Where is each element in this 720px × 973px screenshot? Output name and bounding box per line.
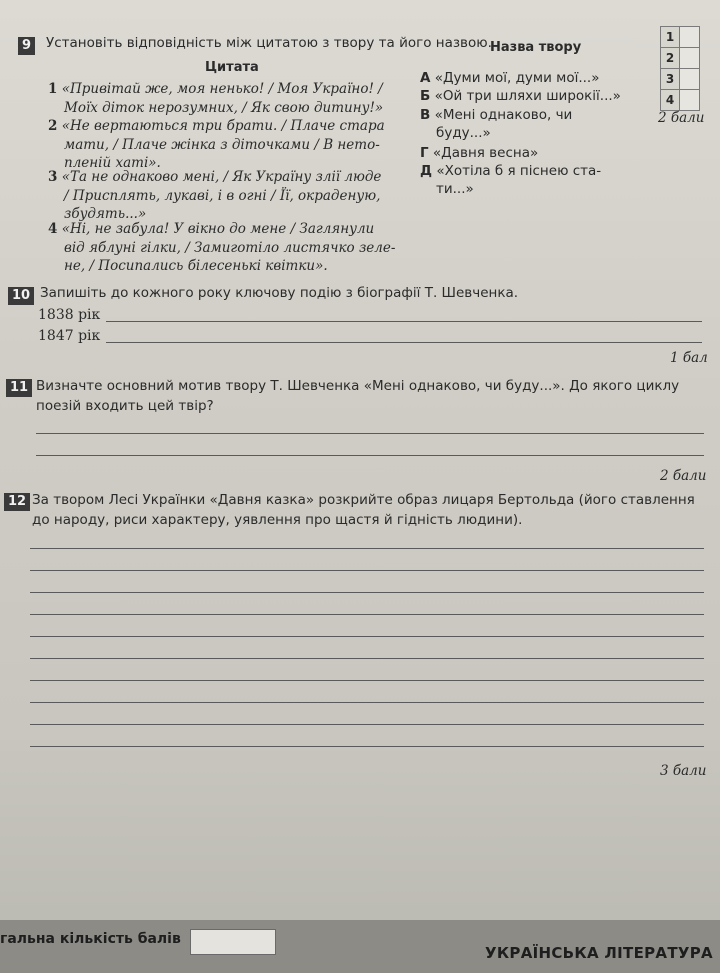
q12-number: 12	[4, 493, 30, 511]
q11-points: 2 бали	[660, 468, 707, 484]
q12-answer-line[interactable]	[30, 702, 704, 703]
answer-cell[interactable]	[660, 26, 700, 47]
q10-number: 10	[8, 287, 34, 305]
quote-line: мати, / Плаче жінка з діточками / В нето-	[64, 136, 380, 153]
q9-title-v	[420, 106, 572, 142]
title-line: «Думи мої, думи мої...»	[434, 70, 600, 86]
quote-line: пленій хаті».	[64, 155, 161, 171]
q12-answer-line[interactable]	[30, 570, 704, 571]
answer-key: 1	[661, 27, 680, 47]
quote-line: збудять...»	[64, 206, 147, 222]
q11-prompt-line: Визначте основний мотив твору Т. Шевченка «Мені однаково, чи буду...». До якого циклу	[36, 378, 680, 394]
quote-line: «Ні, не забула! У вікно до мене / Заглянули	[61, 221, 375, 237]
title-line: «Хотіла б я піснею ста-	[436, 163, 602, 179]
quote-line: / Присплять, лукаві, і в огні / Її, окраденую,	[64, 187, 381, 204]
title-line: буду...»	[436, 125, 491, 141]
q11-answer-line[interactable]	[36, 433, 704, 434]
answer-key: 4	[661, 90, 680, 110]
q12-answer-line[interactable]	[30, 548, 704, 549]
q10-prompt: Запишіть до кожного року ключову подію з біографії Т. Шевченка.	[40, 285, 519, 301]
q9-title-heading: Назва твору	[490, 40, 582, 55]
quote-number: 1	[48, 81, 58, 97]
answer-cell[interactable]	[660, 47, 700, 68]
quote-line: «Та не однаково мені, / Як Україну злії люде	[61, 169, 382, 185]
answer-cell[interactable]	[660, 89, 700, 111]
q11-prompt	[36, 376, 706, 416]
answer-key: 3	[661, 69, 680, 89]
q11-prompt-line: поезій входить цей твір?	[36, 398, 214, 414]
q12-points: 3 бали	[660, 763, 707, 779]
q9-points: 2 бали	[658, 110, 705, 126]
q10-year-1838: 1838 рік	[38, 307, 101, 323]
q9-title-b	[420, 87, 621, 105]
q11-number: 11	[6, 379, 32, 397]
q9-quote-heading: Цитата	[205, 60, 259, 75]
quote-line: «Не вертаються три брати. / Плаче стара	[61, 118, 385, 134]
q12-answer-line[interactable]	[30, 592, 704, 593]
q10-answer-line-2[interactable]	[106, 342, 702, 343]
q9-title-g	[420, 144, 538, 162]
quote-line: «Привітай же, моя ненько! / Моя Україно! /	[61, 81, 383, 97]
quote-number: 4	[48, 221, 58, 237]
q10-answer-line-1[interactable]	[106, 321, 702, 322]
q12-answer-line[interactable]	[30, 680, 704, 681]
title-letter: В	[420, 107, 431, 123]
q12-answer-line[interactable]	[30, 636, 704, 637]
title-line: «Ой три шляхи широкії...»	[434, 88, 621, 104]
q11-answer-line[interactable]	[36, 455, 704, 456]
quote-line: не, / Посипались білесенькі квітки».	[64, 258, 328, 274]
answer-cell[interactable]	[660, 68, 700, 89]
q12-answer-line[interactable]	[30, 614, 704, 615]
q12-answer-line[interactable]	[30, 658, 704, 659]
q9-quote-2	[48, 117, 408, 173]
total-score-box[interactable]	[190, 929, 276, 955]
q9-quote-3	[48, 168, 408, 224]
q12-prompt-line: За твором Лесі Українки «Давня казка» розкрийте образ лицаря Бертольда (його ставлення	[32, 492, 695, 508]
quote-line: Моїх діток нерозумних, / Як свою дитину!»	[64, 99, 384, 116]
title-letter: Б	[420, 88, 431, 104]
quote-line: від яблуні гілки, / Замиготіло листячко зеле-	[64, 239, 396, 256]
q9-title-d	[420, 162, 601, 198]
q10-year-1847: 1847 рік	[38, 328, 101, 344]
q9-number: 9	[18, 37, 35, 55]
title-line: ти...»	[436, 181, 474, 197]
quote-number: 3	[48, 169, 58, 185]
q12-answer-line[interactable]	[30, 746, 704, 747]
q9-prompt: Установіть відповідність між цитатою з твору та його назвою.	[46, 35, 492, 51]
q12-answer-line[interactable]	[30, 724, 704, 725]
title-letter: Д	[420, 163, 433, 179]
q10-points: 1 бал	[670, 350, 708, 366]
title-letter: Г	[420, 145, 429, 161]
total-score-label: гальна кількість балів	[0, 931, 181, 947]
q12-prompt	[32, 490, 712, 530]
q12-prompt-line: до народу, риси характеру, уявлення про щастя й гідність людини).	[32, 512, 523, 528]
q9-answer-grid	[660, 26, 700, 111]
answer-key: 2	[661, 48, 680, 68]
q9-quote-1	[48, 80, 408, 117]
title-letter: А	[420, 70, 431, 86]
q9-title-a	[420, 69, 599, 87]
title-line: «Давня весна»	[432, 145, 539, 161]
q9-quote-4	[48, 220, 408, 276]
subject-brand: УКРАЇНСЬКА ЛІТЕРАТУРА	[485, 944, 713, 962]
title-line: «Мені однаково, чи	[434, 107, 573, 123]
quote-number: 2	[48, 118, 58, 134]
